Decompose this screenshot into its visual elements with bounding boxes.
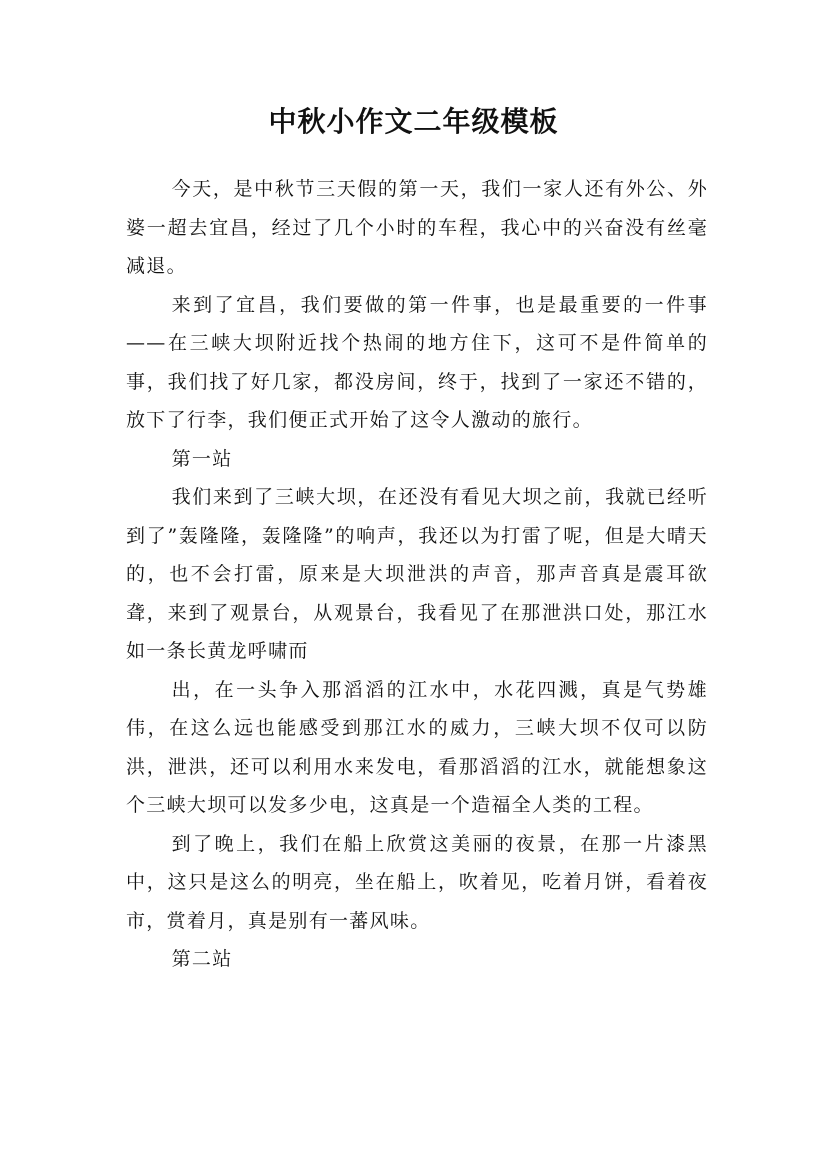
paragraph: 我们来到了三峡大坝，在还没有看见大坝之前，我就已经听到了”轰隆隆，轰隆隆”的响声，我还以为打雷了呢，但是大晴天的，也不会打雷，原来是大坝泄洪的声音，那声音真是震耳欲聋，来到了观景台，从观景台，我看见了在那泄洪口处，那江水如一条长黄龙呼啸而 [126,486,708,662]
paragraph: 来到了宜昌，我们要做的第一件事，也是最重要的一件事——在三峡大坝附近找个热闹的地方住下，这可不是件简单的事，我们找了好几家，都没房间，终于，找到了一家还不错的，放下了行李，我们便正式开始了这令人激动的旅行。 [126,293,708,431]
paragraph: 出，在一头争入那滔滔的江水中，水花四溅，真是气势雄伟，在这么远也能感受到那江水的威力，三峡大坝不仅可以防洪，泄洪，还可以利用水来发电，看那滔滔的江水，就能想象这个三峡大坝可以发多少电，这真是一个造福全人类的工程。 [126,678,708,816]
section-heading: 第一站 [171,447,233,470]
paragraph: 今天，是中秋节三天假的第一天，我们一家人还有外公、外婆一超去宜昌，经过了几个小时的车程，我心中的兴奋没有丝毫减退。 [126,178,708,277]
paragraph: 到了晚上，我们在船上欣赏这美丽的夜景，在那一片漆黑中，这只是这么的明亮，坐在船上，吹着见，吃着月饼，看着夜市，赏着月，真是别有一蕃风味。 [126,832,708,932]
document-title: 中秋小作文二年级模板 [268,105,559,138]
section-heading: 第二站 [171,948,233,970]
document-body [126,170,708,979]
